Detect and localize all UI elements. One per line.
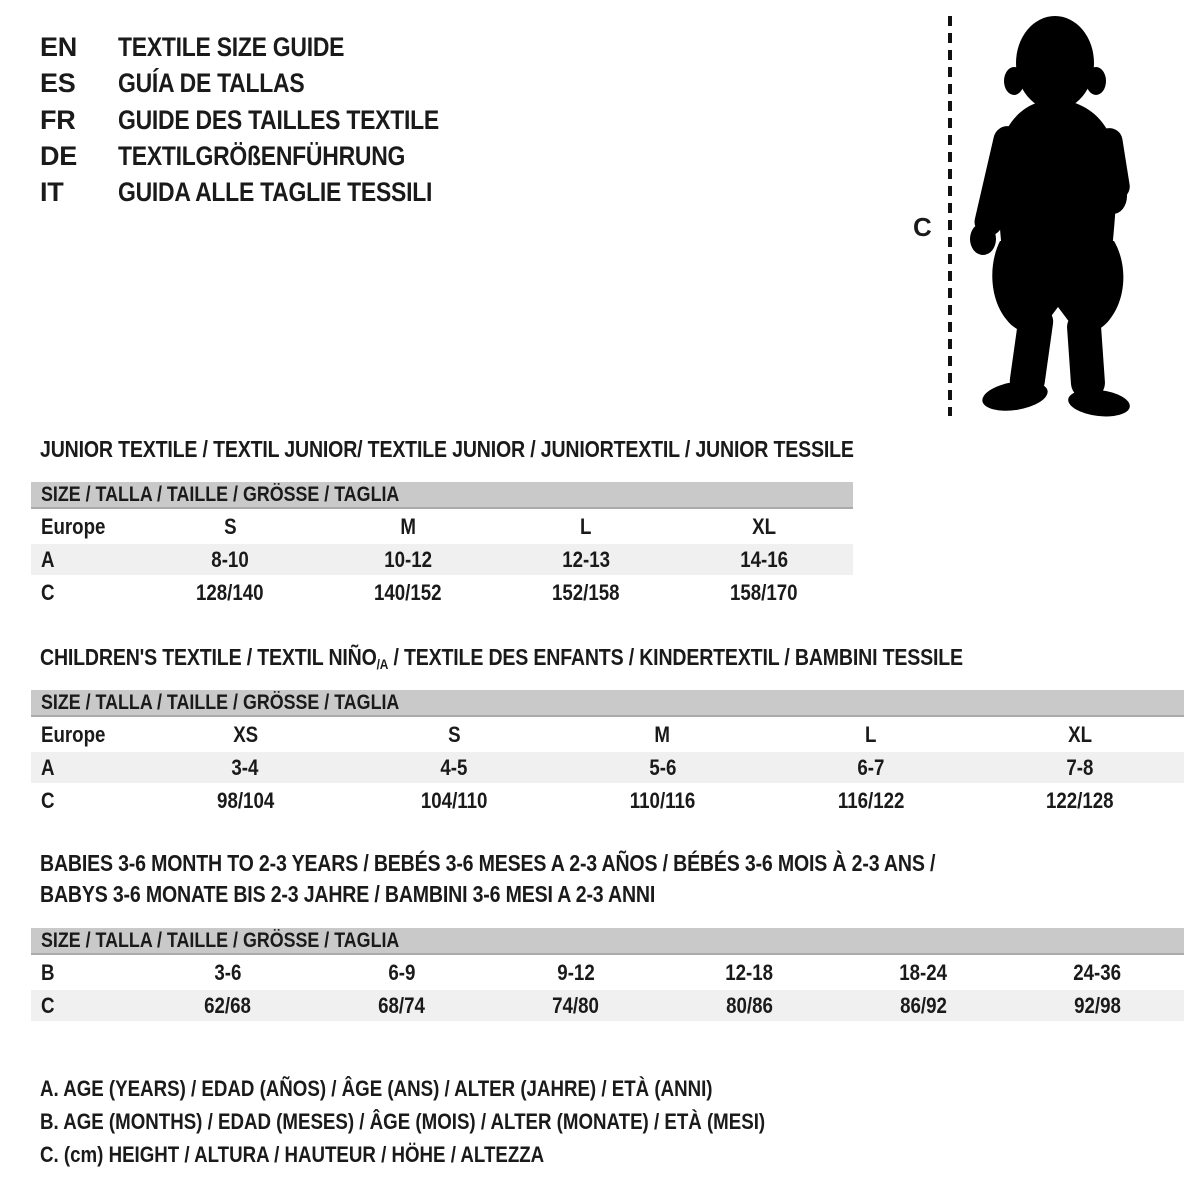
- row-label: A: [31, 544, 141, 575]
- toddler-silhouette-figure: [900, 0, 1200, 430]
- table-cell: XL: [1067, 721, 1092, 747]
- table-cell: 6-7: [767, 752, 976, 783]
- language-label: GUIDE DES TAILLES TEXTILE: [118, 104, 439, 135]
- children-size-header-bar: SIZE / TALLA / TAILLE / GRÖSSE / TAGLIA: [31, 690, 1184, 717]
- table-cell: XL: [752, 513, 776, 539]
- language-row: [40, 174, 496, 210]
- language-code: ES: [40, 68, 76, 99]
- table-row: [31, 785, 1184, 816]
- table-cell: 80/86: [662, 990, 836, 1021]
- row-label: A: [31, 752, 141, 783]
- table-row: [31, 511, 853, 542]
- table-row: [31, 990, 1184, 1021]
- table-cell: 8-10: [141, 544, 319, 575]
- language-label: GUÍA DE TALLAS: [118, 68, 305, 99]
- children-size-table: [31, 717, 1184, 818]
- table-cell: 92/98: [1010, 990, 1184, 1021]
- junior-size-table: [31, 509, 853, 610]
- babies-section-title: BABIES 3-6 MONTH TO 2-3 YEARS / BEBÉS 3-6 MESES A 2-3 AÑOS / BÉBÉS 3-6 MOIS À 2-3 ANS / BABYS 3-6 MONATE BIS 2-3 JAHRE / BAMBINI 3-6 MESI A 2-3 ANNI: [40, 850, 936, 907]
- row-label: C: [41, 579, 55, 605]
- table-cell: 24-36: [1073, 959, 1121, 985]
- junior-section-title: JUNIOR TEXTILE / TEXTIL JUNIOR/ TEXTILE JUNIOR / JUNIORTEXTIL / JUNIOR TESSILE: [40, 436, 854, 462]
- language-code: IT: [40, 177, 64, 208]
- table-cell: 152/158: [552, 579, 620, 605]
- language-label: TEXTILGRÖßENFÜHRUNG: [118, 140, 406, 171]
- table-row: [31, 544, 853, 575]
- table-cell: 12-18: [725, 959, 774, 985]
- table-cell: 7-8: [975, 752, 1184, 783]
- babies-size-header-bar: SIZE / TALLA / TAILLE / GRÖSSE / TAGLIA: [31, 928, 1184, 955]
- table-cell: 86/92: [836, 990, 1010, 1021]
- table-cell: 12-13: [497, 544, 675, 575]
- row-label: B: [41, 959, 55, 985]
- table-cell: 3-6: [214, 959, 242, 985]
- table-cell: M: [400, 513, 416, 539]
- legend-line: B. AGE (MONTHS) / EDAD (MESES) / ÂGE (MOIS) / ALTER (MONATE) / ETÀ (MESI): [40, 1109, 766, 1134]
- legend-line: A. AGE (YEARS) / EDAD (AÑOS) / ÂGE (ANS) / ALTER (JAHRE) / ETÀ (ANNI): [40, 1076, 713, 1101]
- table-cell: 6-9: [388, 959, 416, 985]
- legend-line: C. (cm) HEIGHT / ALTURA / HAUTEUR / HÖHE / ALTEZZA: [40, 1142, 545, 1167]
- measure-legend: [40, 1072, 893, 1171]
- table-cell: 18-24: [899, 959, 948, 985]
- table-cell: 98/104: [216, 787, 274, 813]
- table-cell: 140/152: [374, 579, 442, 605]
- language-row: [40, 102, 496, 138]
- row-label: Europe: [41, 721, 106, 747]
- table-cell: 116/122: [837, 787, 905, 813]
- table-cell: 3-4: [141, 752, 350, 783]
- table-cell: 122/128: [1045, 787, 1114, 813]
- row-label: C: [31, 990, 141, 1021]
- language-label: GUIDA ALLE TAGLIE TESSILI: [118, 177, 433, 208]
- table-cell: 62/68: [141, 990, 315, 1021]
- toddler-silhouette: [970, 16, 1132, 420]
- table-cell: L: [865, 721, 877, 747]
- table-cell: 9-12: [556, 959, 595, 985]
- language-row: [40, 29, 496, 65]
- table-row: [31, 752, 1184, 783]
- language-label: TEXTILE SIZE GUIDE: [118, 32, 345, 62]
- row-label: C: [41, 787, 55, 813]
- language-title-block: [40, 29, 496, 210]
- row-label: Europe: [41, 513, 106, 539]
- table-cell: S: [223, 513, 237, 539]
- table-cell: 110/116: [629, 787, 696, 813]
- language-code: EN: [40, 32, 77, 62]
- table-cell: 158/170: [730, 579, 798, 605]
- children-section-title: CHILDREN'S TEXTILE / TEXTIL NIÑO/A / TEXTILE DES ENFANTS / KINDERTEXTIL / BAMBINI TESSILE: [40, 644, 963, 672]
- language-row: [40, 65, 496, 101]
- language-code: DE: [40, 140, 77, 171]
- table-cell: L: [580, 513, 592, 539]
- table-cell: S: [447, 721, 461, 747]
- table-cell: 10-12: [319, 544, 497, 575]
- table-cell: M: [654, 721, 671, 747]
- table-row: [31, 957, 1184, 988]
- table-row: [31, 719, 1184, 750]
- language-row: [40, 138, 496, 174]
- junior-size-header-bar: SIZE / TALLA / TAILLE / GRÖSSE / TAGLIA: [31, 482, 853, 509]
- table-cell: 14-16: [675, 544, 853, 575]
- table-row: [31, 577, 853, 608]
- table-cell: XS: [232, 721, 258, 747]
- language-code: FR: [40, 104, 76, 135]
- table-cell: 5-6: [558, 752, 767, 783]
- babies-size-table: [31, 955, 1184, 1023]
- height-measure-label: C: [913, 212, 932, 242]
- table-cell: 74/80: [489, 990, 663, 1021]
- table-cell: 68/74: [315, 990, 489, 1021]
- table-cell: 4-5: [350, 752, 559, 783]
- table-cell: 104/110: [420, 787, 488, 813]
- table-cell: 128/140: [196, 579, 264, 605]
